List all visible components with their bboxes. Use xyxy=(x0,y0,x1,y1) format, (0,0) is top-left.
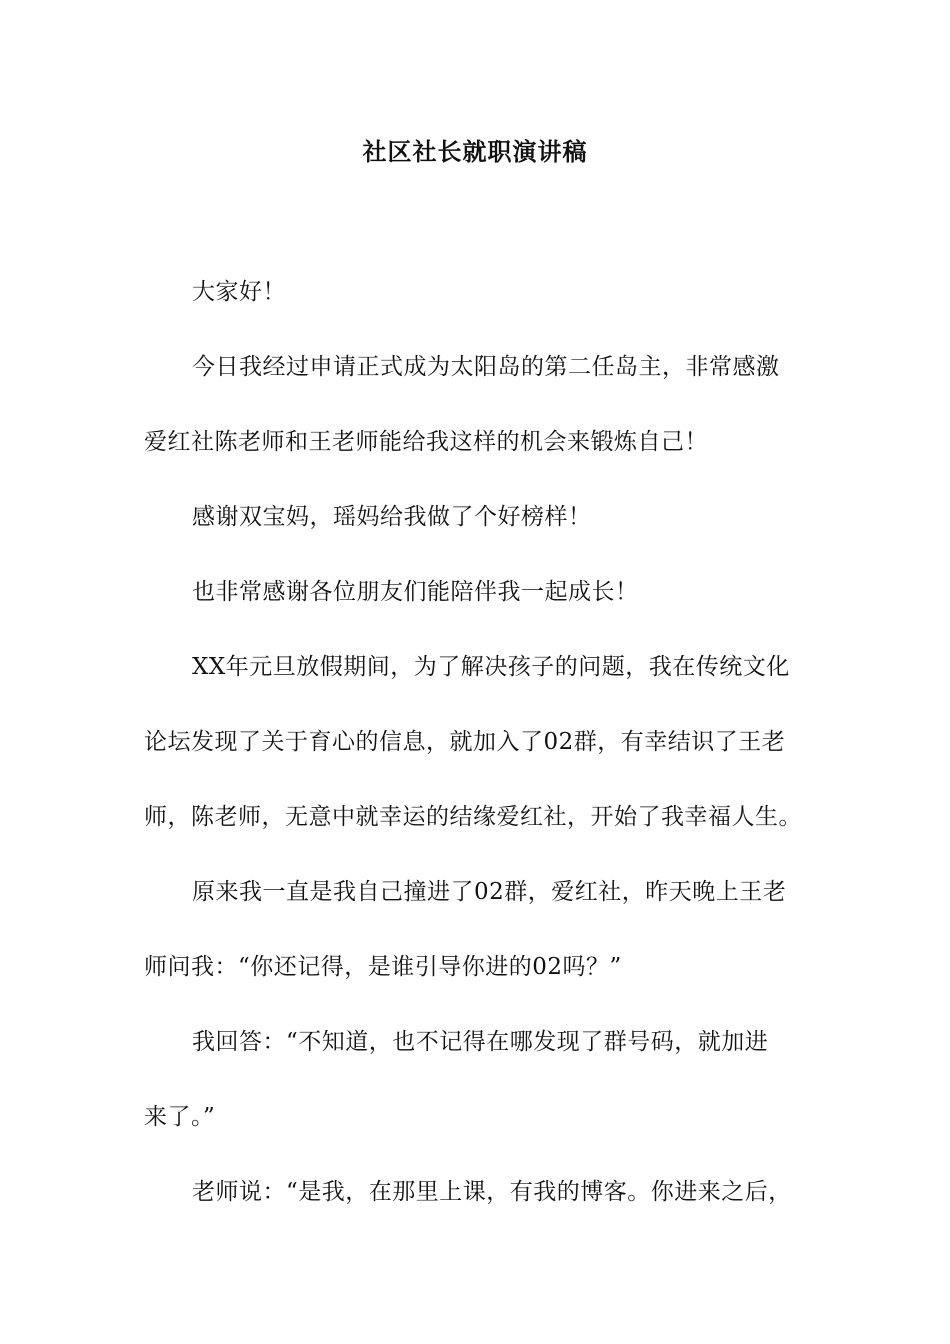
document-title: 社区社长就职演讲稿 xyxy=(362,137,588,166)
paragraph-line: XX年元旦放假期间，为了解决孩子的问题，我在传统文化 xyxy=(192,654,790,680)
paragraph-line: 大家好！ xyxy=(192,279,286,305)
paragraph-line: 来了。” xyxy=(144,1104,216,1130)
paragraph-line: 今日我经过申请正式成为太阳岛的第二任岛主，非常感激 xyxy=(192,354,780,380)
document-body xyxy=(144,255,808,1230)
paragraph-line: 原来我一直是我自己撞进了02群，爱红社，昨天晚上王老 xyxy=(192,879,787,905)
paragraph-line: 老师说：“是我，在那里上课，有我的博客。你进来之后， xyxy=(192,1179,792,1205)
paragraph-line: 师，陈老师，无意中就幸运的结缘爱红社，开始了我幸福人生。 xyxy=(144,804,802,830)
paragraph-line: 师问我：“你还记得，是谁引导你进的02吗？” xyxy=(144,954,622,980)
paragraph-line: 论坛发现了关于育心的信息，就加入了02群，有幸结识了王老 xyxy=(144,729,786,755)
paragraph-line: 也非常感谢各位朋友们能陪伴我一起成长！ xyxy=(192,579,639,605)
paragraph-line: 爱红社陈老师和王老师能给我这样的机会来锻炼自己！ xyxy=(144,429,708,455)
paragraph-line: 我回答：“不知道，也不记得在哪发现了群号码，就加进 xyxy=(192,1029,769,1055)
paragraph-line: 感谢双宝妈，瑶妈给我做了个好榜样！ xyxy=(192,504,592,530)
